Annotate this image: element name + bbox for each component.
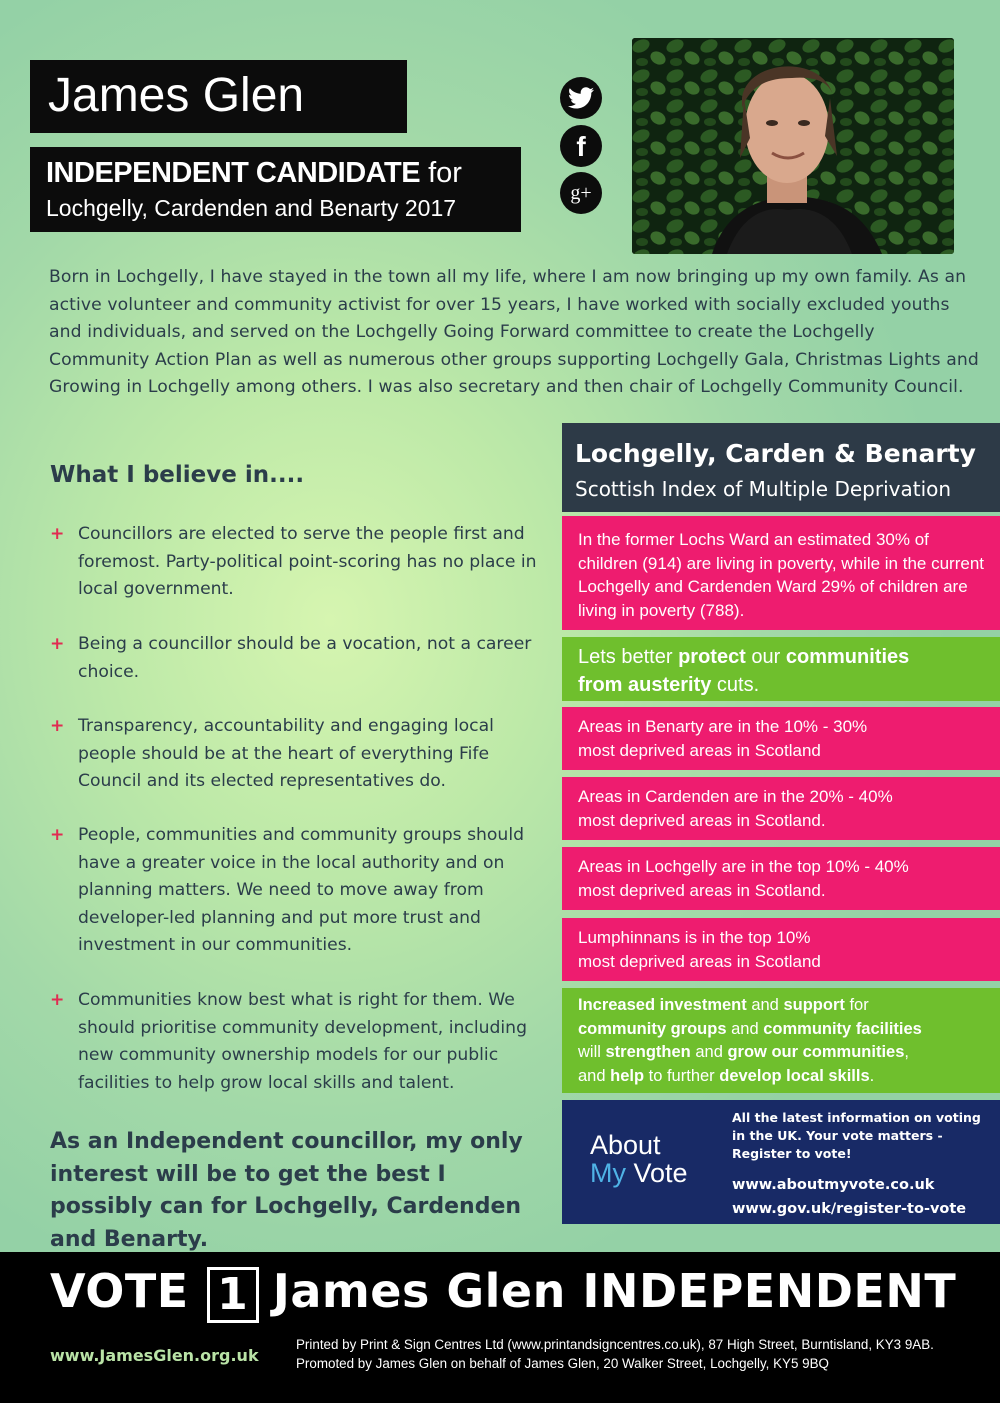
about-my-vote-panel [562,1100,1000,1224]
plus-icon: + [50,524,65,544]
vote-slogan: VOTE 1 James Glen INDEPENDENT [50,1264,956,1321]
closing-statement: As an Independent councillor, my only interest will be to get the best I possibly can for Lochgelly, Cardenden and Benarty. [50,1129,523,1252]
belief-text: Being a councillor should be a vocation, not a career choice. [78,634,532,682]
area-text: Areas in Cardenden are in the 20% - 40% most deprived areas in Scotland. [578,787,893,830]
candidate-name: James Glen [48,69,305,122]
candidate-title: INDEPENDENT CANDIDATE for [46,157,462,189]
area-box [562,707,1000,770]
intro-paragraph: Born in Lochgelly, I have stayed in the town all my life, where I am now bringing up my own family. As an active volunteer and community activist for over 15 years, I have worked with socially excluded youths and individuals, and served on the Lochgelly Going Forward committee to create the Lochgelly Community Action Plan as well as numerous other groups supporting Lochgelly Gala, Christmas Lights and Growing in Lochgelly among others. I was also secretary and then chair of Lochgelly Community Council. [49,267,979,397]
investment-box [562,988,1000,1093]
candidate-name-box [30,60,407,133]
area-text: Areas in Benarty are in the 10% - 30% most deprived areas in Scotland [578,717,868,760]
area-box [562,918,1000,981]
area-text: Areas in Lochgelly are in the top 10% - 40% most deprived areas in Scotland. [578,857,909,900]
plus-icon: + [50,825,65,845]
deprivation-header [562,423,1000,512]
poverty-text: In the former Lochs Ward an estimated 30% of children (914) are living in poverty, while in the current Lochgelly and Cardenden Ward 29% of children are living in poverty (788). [578,530,984,620]
register-to-vote-link[interactable]: www.gov.uk/register-to-vote [732,1201,967,1217]
footer [0,1252,1000,1403]
area-box [562,847,1000,910]
plus-icon: + [50,716,65,736]
deprivation-title: Lochgelly, Carden & Benarty [575,439,976,468]
twitter-icon[interactable] [560,77,602,119]
belief-text: Councillors are elected to serve the people first and foremost. Party-political point-scoring has no place in local government. [78,524,537,599]
deprivation-subtitle: Scottish Index of Multiple Deprivation [575,477,952,501]
plus-icon: + [50,634,65,654]
imprint-text: Printed by Print & Sign Centres Ltd (www.printandsigncentres.co.uk), 87 High Street, Burntisland, KY3 9AB. Promoted by James Glen on behalf of James Glen, 20 Walker Street, Lochgelly, KY5 9BQ [296,1337,934,1371]
belief-text: People, communities and community groups should have a greater voice in the local authority and on planning matters. We need to move away from developer-led planning and put more trust and investment in our communities. [78,825,525,955]
area-text: Lumphinnans is in the top 10% most deprived areas in Scotland [578,928,821,971]
belief-item [50,987,540,1099]
belief-text: Transparency, accountability and engaging local people should be at the heart of everything Fife Council and its elected representatives do. [78,716,494,791]
about-my-vote-info: All the latest information on voting in the UK. Your vote matters - Register to vote! [732,1110,981,1161]
website-link[interactable]: www.JamesGlen.org.uk [50,1346,259,1365]
beliefs-heading: What I believe in.... [50,462,305,488]
belief-item [50,521,540,605]
candidate-title-box [30,147,521,232]
area-box [562,777,1000,840]
google-plus-icon[interactable]: g+ [560,172,602,214]
plus-icon: + [50,990,65,1010]
belief-item [50,631,540,687]
candidate-ward: Lochgelly, Cardenden and Benarty 2017 [46,195,457,221]
protect-box [562,637,1000,701]
protect-text: Lets better protect our communities from austerity cuts. [578,646,910,696]
investment-text: Increased investment and support for community groups and community facilities will strengthen and grow our communities, and help to further develop local skills. [578,996,922,1085]
candidate-photo [632,38,954,254]
poverty-box [562,516,1000,630]
aboutmyvote-link[interactable]: www.aboutmyvote.co.uk [732,1177,935,1193]
vote-number-box: 1 [207,1267,259,1323]
belief-item [50,713,540,797]
belief-text: Communities know best what is right for them. We should prioritise community development, including new community ownership models for our public facilities to help grow local skills and talent. [78,990,527,1093]
belief-item [50,822,540,962]
about-my-vote-logo-line2: My Vote [590,1158,688,1188]
facebook-icon[interactable]: f [560,125,602,167]
about-my-vote-logo: About [590,1130,661,1160]
